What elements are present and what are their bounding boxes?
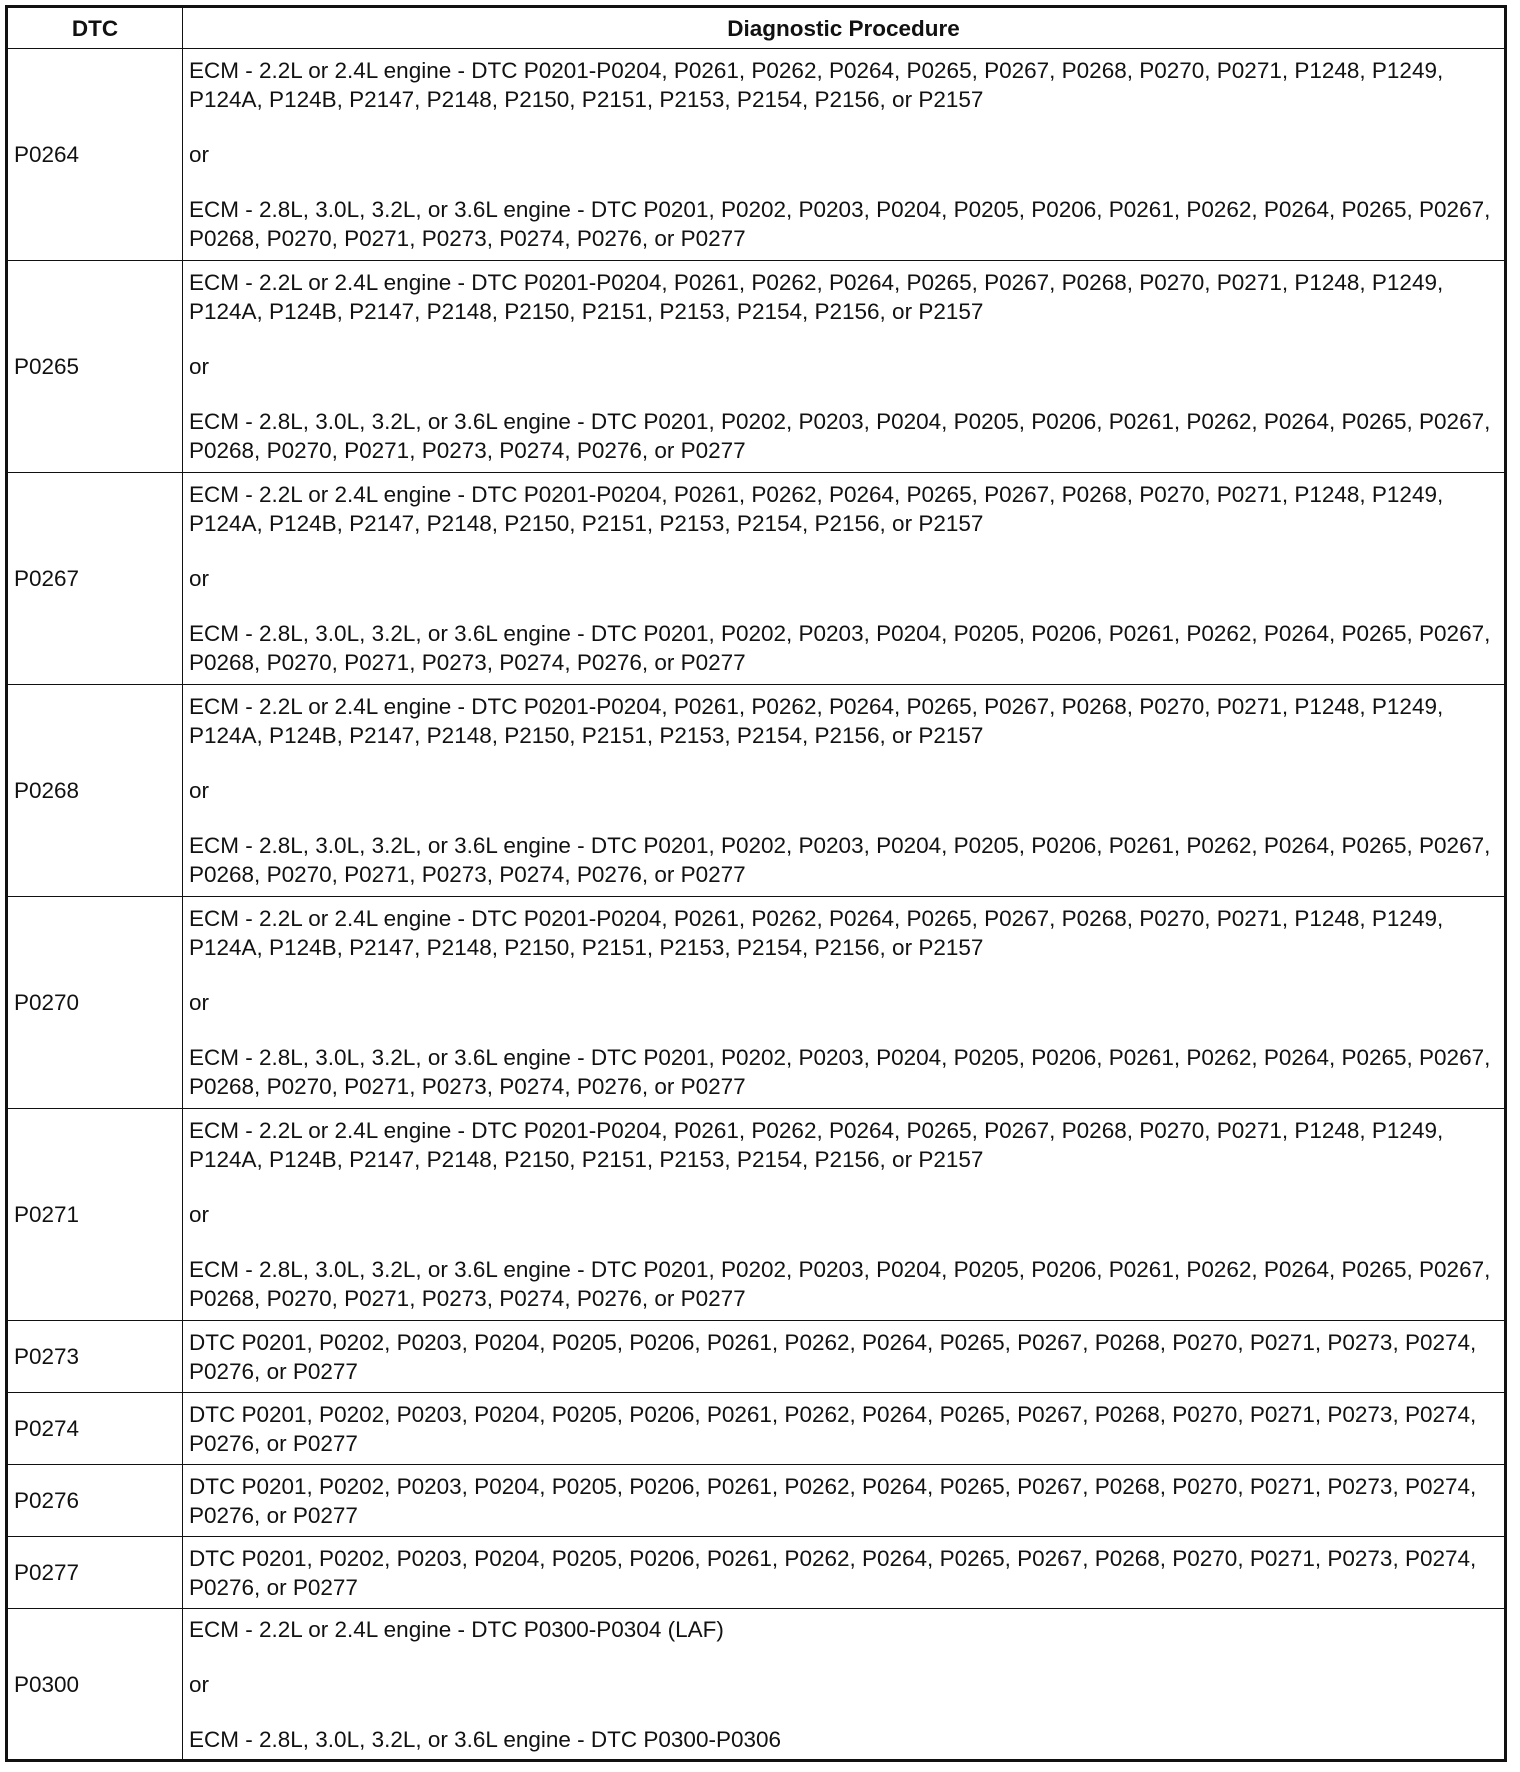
procedure-option-2: ECM - 2.8L, 3.0L, 3.2L, or 3.6L engine - DTC P0201, P0202, P0203, P0204, P0205, P0206, P0261, P0262, P0264, P0265, P0267, P0268, P0270, P0271, P0273, P0274, P0276, or P0277 xyxy=(189,833,1491,887)
procedure-cell xyxy=(183,473,1506,685)
procedure-option-2: ECM - 2.8L, 3.0L, 3.2L, or 3.6L engine - DTC P0201, P0202, P0203, P0204, P0205, P0206, P0261, P0262, P0264, P0265, P0267, P0268, P0270, P0271, P0273, P0274, P0276, or P0277 xyxy=(189,1257,1491,1311)
procedure-cell xyxy=(183,1609,1506,1761)
dtc-table-container xyxy=(5,5,1504,1762)
procedure-or: or xyxy=(189,566,210,591)
procedure-option-2: ECM - 2.8L, 3.0L, 3.2L, or 3.6L engine - DTC P0201, P0202, P0203, P0204, P0205, P0206, P0261, P0262, P0264, P0265, P0267, P0268, P0270, P0271, P0273, P0274, P0276, or P0277 xyxy=(189,621,1491,675)
table-row xyxy=(7,49,1506,261)
dtc-table xyxy=(5,5,1507,1762)
table-header-row xyxy=(7,7,1506,49)
procedure-cell: DTC P0201, P0202, P0203, P0204, P0205, P0206, P0261, P0262, P0264, P0265, P0267, P0268, P0270, P0271, P0273, P0274, P0276, or P0277 xyxy=(183,1321,1506,1393)
procedure-cell: DTC P0201, P0202, P0203, P0204, P0205, P0206, P0261, P0262, P0264, P0265, P0267, P0268, P0270, P0271, P0273, P0274, P0276, or P0277 xyxy=(183,1393,1506,1465)
procedure-option-2: ECM - 2.8L, 3.0L, 3.2L, or 3.6L engine - DTC P0300-P0306 xyxy=(189,1726,782,1752)
dtc-code: P0276 xyxy=(7,1465,183,1537)
dtc-code: P0274 xyxy=(7,1393,183,1465)
procedure-cell xyxy=(183,1109,1506,1321)
table-row xyxy=(7,1609,1506,1761)
table-row xyxy=(7,1393,1506,1465)
procedure-option-1: ECM - 2.2L or 2.4L engine - DTC P0201-P0204, P0261, P0262, P0264, P0265, P0267, P0268, P0270, P0271, P1248, P1249, P124A, P124B, P2147, P2148, P2150, P2151, P2153, P2154, P2156, or P2157 xyxy=(189,270,1444,324)
procedure-option-1: ECM - 2.2L or 2.4L engine - DTC P0300-P0304 (LAF) xyxy=(189,1616,724,1642)
procedure-option-1: ECM - 2.2L or 2.4L engine - DTC P0201-P0204, P0261, P0262, P0264, P0265, P0267, P0268, P0270, P0271, P1248, P1249, P124A, P124B, P2147, P2148, P2150, P2151, P2153, P2154, P2156, or P2157 xyxy=(189,906,1444,960)
procedure-or: or xyxy=(189,990,210,1015)
procedure-option-1: ECM - 2.2L or 2.4L engine - DTC P0201-P0204, P0261, P0262, P0264, P0265, P0267, P0268, P0270, P0271, P1248, P1249, P124A, P124B, P2147, P2148, P2150, P2151, P2153, P2154, P2156, or P2157 xyxy=(189,482,1444,536)
dtc-code: P0270 xyxy=(7,897,183,1109)
procedure-option-2: ECM - 2.8L, 3.0L, 3.2L, or 3.6L engine - DTC P0201, P0202, P0203, P0204, P0205, P0206, P0261, P0262, P0264, P0265, P0267, P0268, P0270, P0271, P0273, P0274, P0276, or P0277 xyxy=(189,409,1491,463)
table-row xyxy=(7,685,1506,897)
table-row xyxy=(7,1109,1506,1321)
procedure-cell xyxy=(183,685,1506,897)
procedure-option-1: ECM - 2.2L or 2.4L engine - DTC P0201-P0204, P0261, P0262, P0264, P0265, P0267, P0268, P0270, P0271, P1248, P1249, P124A, P124B, P2147, P2148, P2150, P2151, P2153, P2154, P2156, or P2157 xyxy=(189,1118,1444,1172)
dtc-code: P0300 xyxy=(7,1609,183,1761)
table-row xyxy=(7,1321,1506,1393)
table-row xyxy=(7,897,1506,1109)
procedure-cell xyxy=(183,897,1506,1109)
procedure-option-1: ECM - 2.2L or 2.4L engine - DTC P0201-P0204, P0261, P0262, P0264, P0265, P0267, P0268, P0270, P0271, P1248, P1249, P124A, P124B, P2147, P2148, P2150, P2151, P2153, P2154, P2156, or P2157 xyxy=(189,58,1444,112)
procedure-cell xyxy=(183,49,1506,261)
procedure-or: or xyxy=(189,778,210,803)
table-row xyxy=(7,261,1506,473)
dtc-code: P0271 xyxy=(7,1109,183,1321)
procedure-or: or xyxy=(189,354,210,379)
procedure-option-1: ECM - 2.2L or 2.4L engine - DTC P0201-P0204, P0261, P0262, P0264, P0265, P0267, P0268, P0270, P0271, P1248, P1249, P124A, P124B, P2147, P2148, P2150, P2151, P2153, P2154, P2156, or P2157 xyxy=(189,694,1444,748)
table-row xyxy=(7,473,1506,685)
column-header-dtc: DTC xyxy=(7,7,183,49)
table-row xyxy=(7,1537,1506,1609)
procedure-cell: DTC P0201, P0202, P0203, P0204, P0205, P0206, P0261, P0262, P0264, P0265, P0267, P0268, P0270, P0271, P0273, P0274, P0276, or P0277 xyxy=(183,1537,1506,1609)
dtc-code: P0268 xyxy=(7,685,183,897)
table-row xyxy=(7,1465,1506,1537)
procedure-or: or xyxy=(189,142,210,167)
dtc-code: P0267 xyxy=(7,473,183,685)
procedure-cell xyxy=(183,261,1506,473)
column-header-procedure: Diagnostic Procedure xyxy=(183,7,1506,49)
procedure-or: or xyxy=(189,1671,210,1697)
dtc-code: P0273 xyxy=(7,1321,183,1393)
dtc-code: P0265 xyxy=(7,261,183,473)
dtc-code: P0277 xyxy=(7,1537,183,1609)
procedure-or: or xyxy=(189,1202,210,1227)
procedure-option-2: ECM - 2.8L, 3.0L, 3.2L, or 3.6L engine - DTC P0201, P0202, P0203, P0204, P0205, P0206, P0261, P0262, P0264, P0265, P0267, P0268, P0270, P0271, P0273, P0274, P0276, or P0277 xyxy=(189,1045,1491,1099)
procedure-option-2: ECM - 2.8L, 3.0L, 3.2L, or 3.6L engine - DTC P0201, P0202, P0203, P0204, P0205, P0206, P0261, P0262, P0264, P0265, P0267, P0268, P0270, P0271, P0273, P0274, P0276, or P0277 xyxy=(189,197,1491,251)
dtc-code: P0264 xyxy=(7,49,183,261)
procedure-cell: DTC P0201, P0202, P0203, P0204, P0205, P0206, P0261, P0262, P0264, P0265, P0267, P0268, P0270, P0271, P0273, P0274, P0276, or P0277 xyxy=(183,1465,1506,1537)
